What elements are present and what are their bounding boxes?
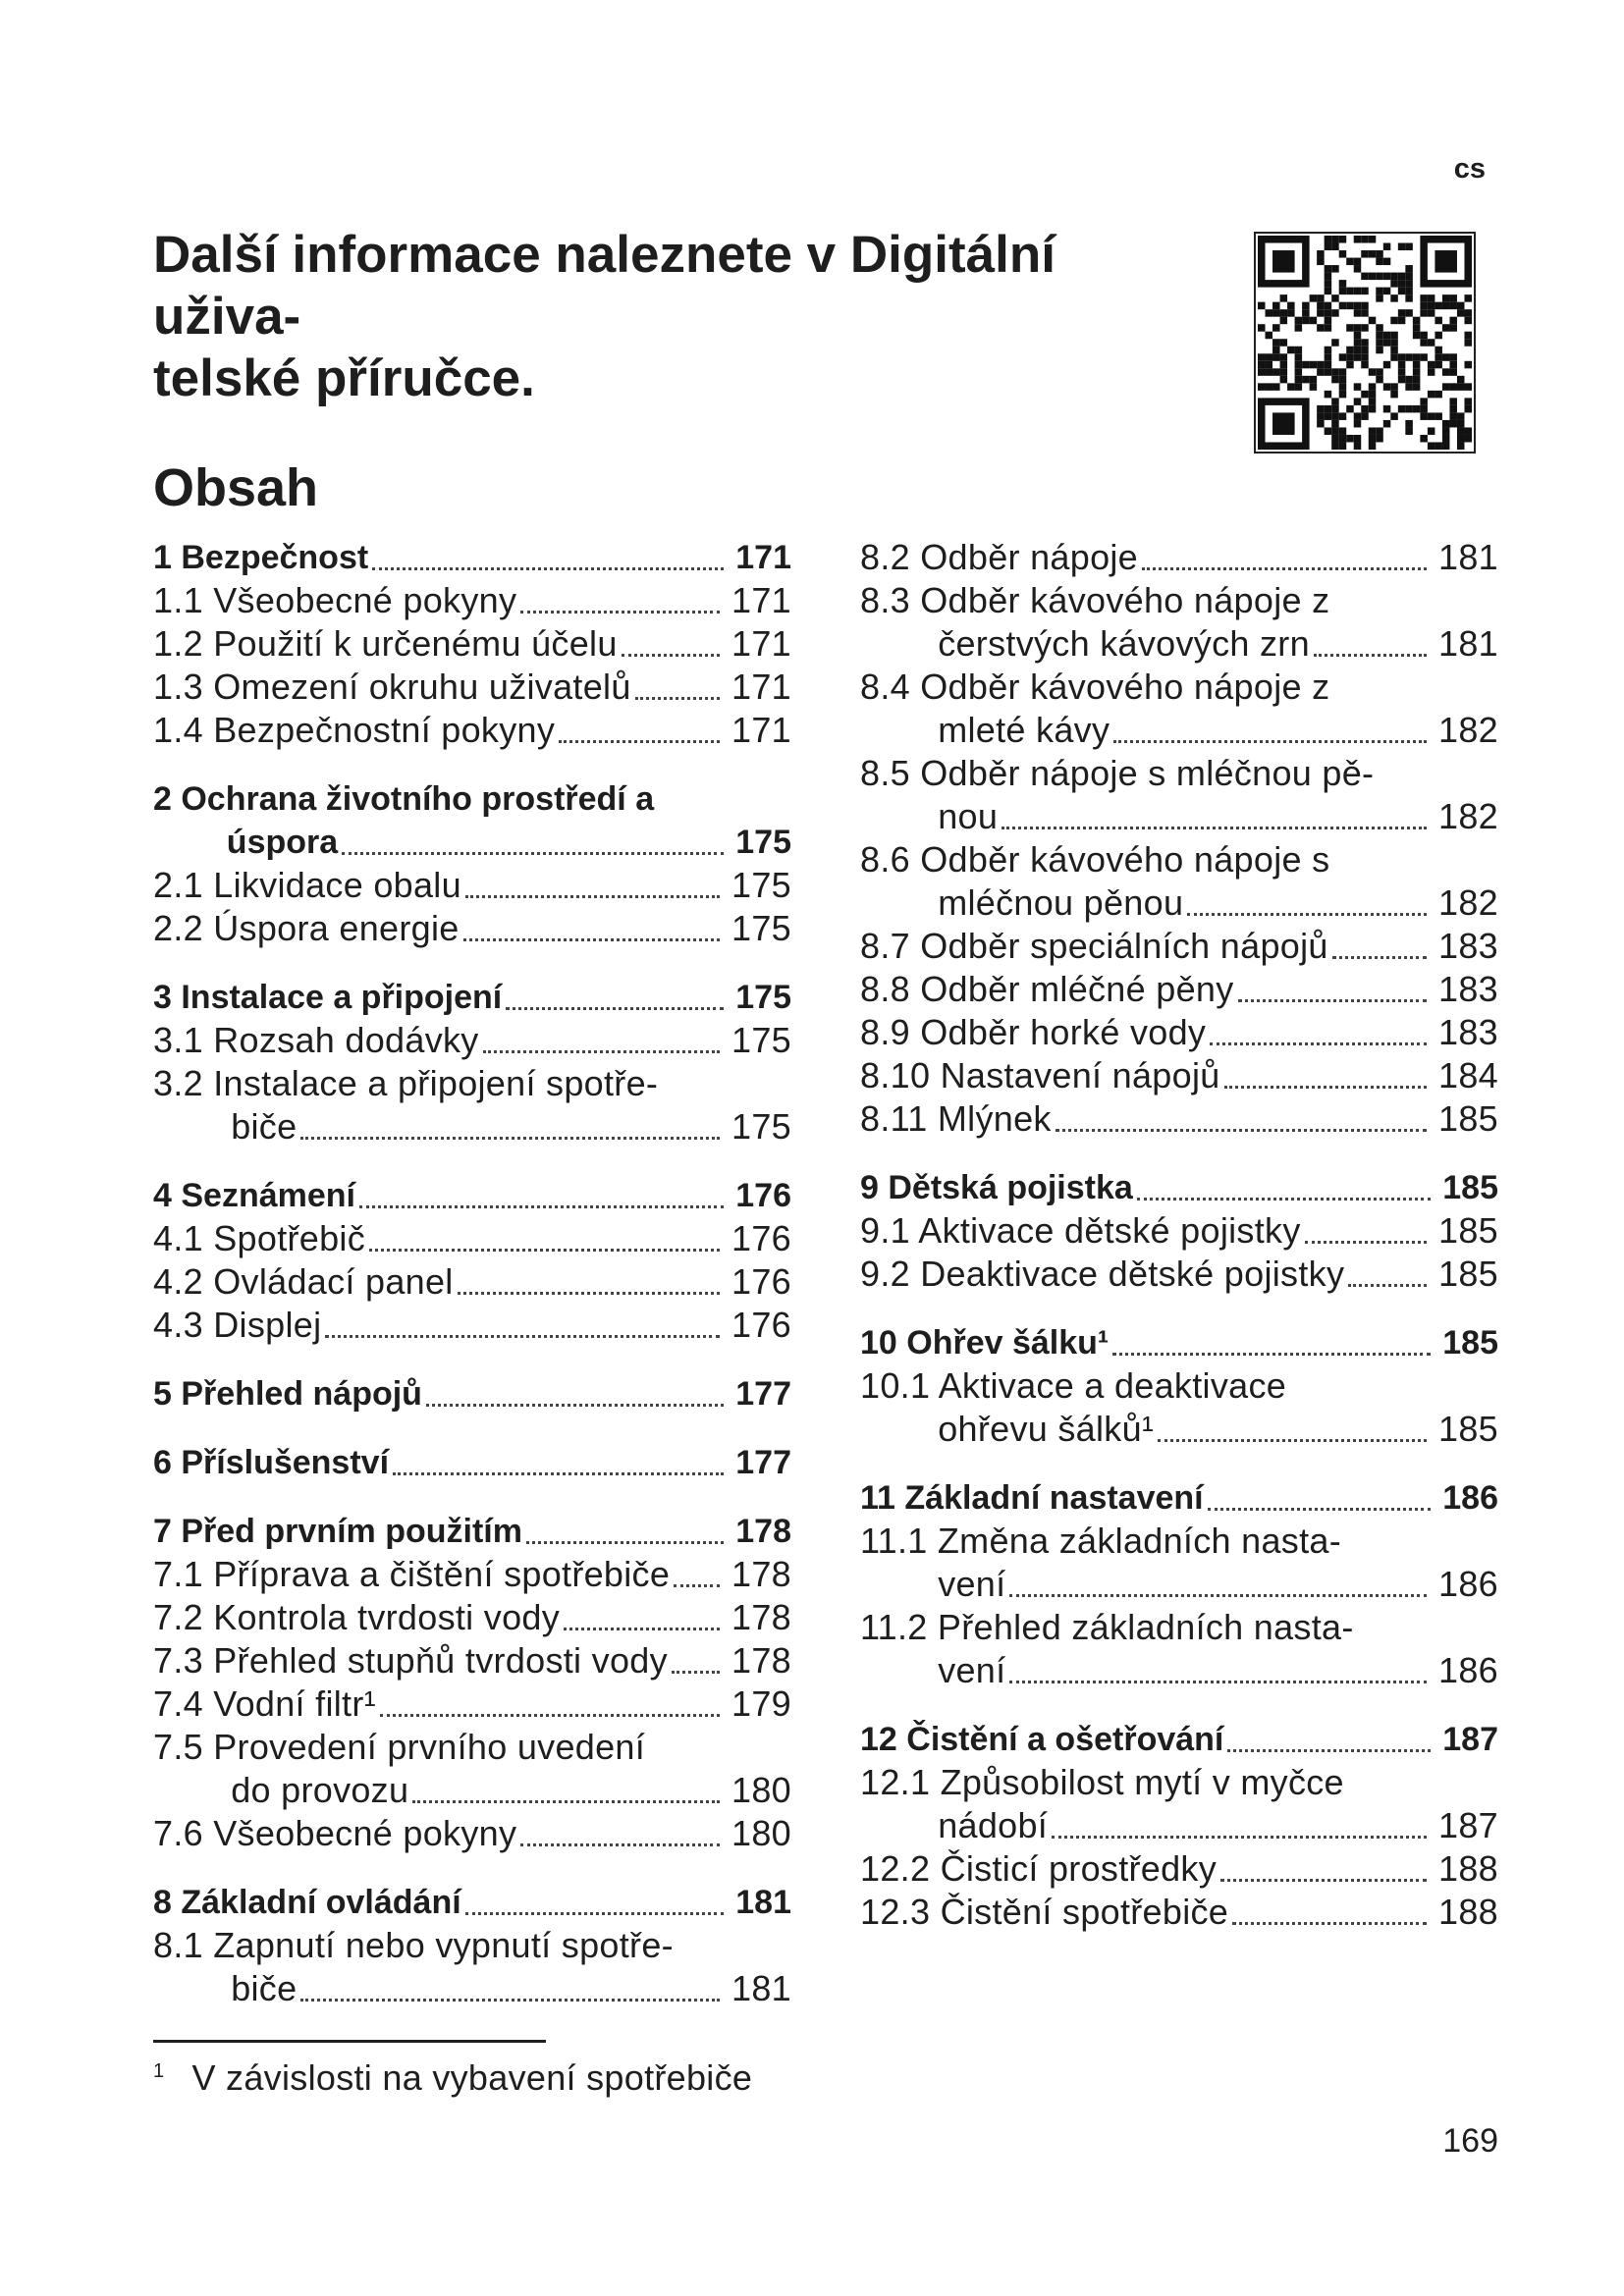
footnote — [153, 2057, 752, 2099]
toc-leader-dots — [1208, 1508, 1432, 1511]
toc-entry-label: 9 Dětská pojistka — [860, 1169, 1133, 1206]
toc-leader-dots — [635, 697, 720, 700]
toc-chapter-heading[interactable] — [153, 777, 791, 864]
toc-leader-dots — [1220, 1879, 1427, 1882]
toc-entry-label: 7 Před prvním použitím — [153, 1513, 522, 1550]
toc-chapter — [153, 536, 791, 752]
toc-entry-page: 175 — [722, 1105, 791, 1148]
toc-leader-dots — [520, 1843, 720, 1846]
toc-entry-label: 4.1 Spotřebič — [153, 1218, 366, 1258]
toc-chapter — [153, 1510, 791, 1855]
toc-entry-page: 181 — [1429, 536, 1498, 579]
toc-leader-dots — [1001, 827, 1427, 829]
toc-left-column — [153, 536, 791, 2036]
toc-entry[interactable] — [860, 752, 1498, 838]
toc-entry-label: 9.1 Aktivace dětské pojistky — [860, 1210, 1301, 1251]
toc-entry-page: 180 — [722, 1812, 791, 1855]
toc-chapter-heading[interactable] — [153, 1881, 791, 1924]
toc-leader-dots — [1238, 999, 1428, 1002]
toc-entry-label: 3.1 Rozsah dodávky — [153, 1020, 479, 1060]
toc-entry[interactable] — [860, 1054, 1498, 1097]
toc-entry[interactable] — [153, 907, 791, 950]
toc-entry-page: 185 — [1433, 1166, 1498, 1209]
toc-entry-page: 185 — [1429, 1253, 1498, 1296]
toc-entry-page: 182 — [1429, 881, 1498, 925]
toc-entry[interactable] — [860, 1891, 1498, 1934]
toc-entry[interactable] — [860, 1606, 1498, 1692]
toc-entry-label: 1.1 Všeobecné pokyny — [153, 580, 517, 620]
toc-entry[interactable] — [153, 1062, 791, 1148]
toc-leader-dots — [674, 1584, 720, 1587]
toc-leader-dots — [1305, 1241, 1427, 1244]
footnote-rule — [153, 2040, 546, 2043]
toc-entry-label: 8 Základní ovládání — [153, 1884, 461, 1921]
toc-entry[interactable] — [860, 1253, 1498, 1296]
toc-entry-page: 187 — [1433, 1718, 1498, 1761]
toc-entry-page: 183 — [1429, 968, 1498, 1011]
footnote-text: V závislosti na vybavení spotřebiče — [191, 2057, 753, 2098]
toc-entry-page: 175 — [722, 907, 791, 950]
toc-leader-dots — [1210, 1042, 1427, 1045]
toc-entry-page: 178 — [722, 1639, 791, 1682]
toc-entry-page: 182 — [1429, 795, 1498, 838]
toc-entry-label: 9.2 Deaktivace dětské pojistky — [860, 1254, 1345, 1294]
toc-entry[interactable] — [153, 666, 791, 709]
toc-entry-label: 8.10 Nastavení nápojů — [860, 1055, 1220, 1095]
toc-leader-dots — [1137, 1198, 1431, 1201]
toc-leader-dots — [458, 1292, 720, 1295]
toc-entry-label: 8.8 Odběr mléčné pěny — [860, 969, 1234, 1009]
toc-entry-label: 2 Ochrana životního prostředí a úspora — [153, 780, 655, 861]
toc-chapter — [153, 777, 791, 950]
toc-leader-dots — [1142, 567, 1427, 570]
toc-entry-label: 11.2 Přehled základních nasta- vení — [860, 1607, 1354, 1690]
toc-leader-dots — [1348, 1284, 1427, 1287]
toc-leader-dots — [526, 1541, 724, 1544]
toc-entry-page: 171 — [722, 622, 791, 666]
toc-entry-page: 177 — [726, 1372, 791, 1415]
toc-entry[interactable] — [860, 1011, 1498, 1054]
toc-entry[interactable] — [860, 838, 1498, 925]
toc-entry-page: 171 — [722, 709, 791, 752]
toc-entry-page: 183 — [1429, 925, 1498, 968]
toc-entry-label: 11 Základní nastavení — [860, 1479, 1204, 1517]
toc-entry-page: 186 — [1429, 1649, 1498, 1692]
toc-leader-dots — [1009, 1594, 1427, 1597]
toc-entry-page: 185 — [1433, 1321, 1498, 1364]
toc-leader-dots — [506, 1007, 724, 1010]
toc-leader-dots — [1056, 1129, 1427, 1132]
toc-title: Obsah — [153, 458, 319, 517]
toc-chapter — [860, 1321, 1498, 1451]
toc-entry[interactable] — [860, 925, 1498, 968]
toc-entry-page: 176 — [722, 1304, 791, 1347]
toc-entry-page: 182 — [1429, 709, 1498, 752]
toc-entry-label: 2.1 Likvidace obalu — [153, 865, 461, 905]
toc-entry[interactable] — [153, 1812, 791, 1855]
toc-entry-page: 178 — [722, 1553, 791, 1596]
toc-entry-label: 4 Seznámení — [153, 1177, 355, 1214]
toc-entry-label: 11.1 Změna základních nasta- vení — [860, 1521, 1342, 1604]
toc-entry-label: 7.2 Kontrola tvrdosti vody — [153, 1597, 561, 1637]
toc-leader-dots — [1232, 1922, 1427, 1925]
toc-leader-dots — [393, 1472, 724, 1475]
toc-entry-page: 175 — [722, 1019, 791, 1062]
toc-entry[interactable] — [860, 1520, 1498, 1606]
toc-entry-page: 171 — [722, 666, 791, 709]
toc-leader-dots — [1113, 740, 1427, 743]
toc-entry-page: 185 — [1429, 1408, 1498, 1451]
toc-leader-dots — [325, 1335, 720, 1338]
toc-right-column — [860, 536, 1498, 1959]
toc-entry[interactable] — [153, 1639, 791, 1682]
toc-entry-page: 176 — [726, 1174, 791, 1217]
toc-entry[interactable] — [153, 709, 791, 752]
toc-entry-label: 7.3 Přehled stupňů tvrdosti vody — [153, 1640, 668, 1681]
toc-entry-label: 2.2 Úspora energie — [153, 908, 460, 948]
headline: Další informace naleznete v Digitální uživa- telské příručce. — [153, 226, 1056, 407]
toc-entry[interactable] — [860, 1847, 1498, 1891]
toc-entry-label: 8.1 Zapnutí nebo vypnutí spotře- biče — [153, 1925, 674, 2008]
toc-entry-page: 181 — [722, 1967, 791, 2010]
toc-entry-label: 3.2 Instalace a připojení spotře- biče — [153, 1063, 659, 1147]
toc-entry[interactable] — [153, 1217, 791, 1260]
toc-chapter-heading[interactable] — [153, 976, 791, 1019]
toc-chapter — [153, 1372, 791, 1415]
toc-entry-page: 180 — [722, 1769, 791, 1812]
toc-leader-dots — [1052, 1836, 1427, 1839]
toc-entry[interactable] — [153, 1304, 791, 1347]
footnote-mark: 1 — [153, 2060, 165, 2082]
toc-entry-label: 1.4 Bezpečnostní pokyny — [153, 710, 556, 750]
toc-entry[interactable] — [860, 1209, 1498, 1253]
toc-entry-label: 10 Ohřev šálku¹ — [860, 1324, 1110, 1362]
toc-entry[interactable] — [153, 1726, 791, 1812]
toc-leader-dots — [426, 1404, 724, 1407]
toc-entry[interactable] — [153, 579, 791, 622]
toc-entry[interactable] — [153, 1682, 791, 1726]
toc-leader-dots — [369, 1249, 720, 1252]
toc-entry-page: 179 — [722, 1682, 791, 1726]
toc-entry-page: 171 — [726, 536, 791, 579]
toc-entry[interactable] — [153, 1019, 791, 1062]
toc-leader-dots — [300, 1137, 720, 1140]
toc-entry-page: 175 — [726, 976, 791, 1019]
toc-chapter — [860, 536, 1498, 1141]
toc-entry-page: 175 — [726, 821, 791, 864]
toc-leader-dots — [564, 1628, 720, 1630]
toc-entry-page: 171 — [722, 579, 791, 622]
toc-entry-page: 185 — [1429, 1097, 1498, 1141]
toc-entry-page: 188 — [1429, 1891, 1498, 1934]
toc-entry-page: 181 — [1429, 622, 1498, 666]
toc-leader-dots — [342, 852, 724, 855]
toc-chapter — [860, 1166, 1498, 1296]
toc-chapter-heading[interactable] — [860, 1718, 1498, 1761]
toc-chapter-heading[interactable] — [153, 1441, 791, 1484]
toc-entry-label: 12.1 Způsobilost mytí v myčce nádobí — [860, 1762, 1344, 1845]
toc-entry-page: 187 — [1429, 1804, 1498, 1847]
toc-entry[interactable] — [153, 1553, 791, 1596]
toc-entry-page: 176 — [722, 1217, 791, 1260]
toc-leader-dots — [465, 895, 720, 898]
toc-chapter-heading[interactable] — [860, 1321, 1498, 1364]
toc-entry[interactable] — [860, 536, 1498, 579]
toc-chapter-heading[interactable] — [860, 1166, 1498, 1209]
toc-leader-dots — [1224, 1086, 1427, 1089]
toc-chapter-heading[interactable] — [153, 1510, 791, 1553]
toc-chapter — [153, 1441, 791, 1484]
toc-entry-page: 186 — [1433, 1476, 1498, 1520]
toc-entry-page: 188 — [1429, 1847, 1498, 1891]
toc-leader-dots — [1009, 1681, 1427, 1683]
toc-leader-dots — [1314, 654, 1427, 657]
toc-entry-label: 3 Instalace a připojení — [153, 979, 503, 1016]
toc-leader-dots — [483, 1050, 720, 1053]
toc-leader-dots — [465, 1912, 725, 1915]
toc-entry[interactable] — [153, 1260, 791, 1304]
toc-entry-label: 8.6 Odběr kávového nápoje s mléčnou pěnou — [860, 839, 1330, 923]
toc-entry-label: 8.2 Odběr nápoje — [860, 537, 1139, 577]
toc-entry-page: 185 — [1429, 1209, 1498, 1253]
toc-entry-label: 12.3 Čistění spotřebiče — [860, 1892, 1229, 1932]
language-code: cs — [1453, 153, 1486, 185]
toc-entry-label: 8.4 Odběr kávového nápoje z mleté kávy — [860, 667, 1330, 750]
toc-entry[interactable] — [153, 1924, 791, 2010]
toc-chapter — [153, 1881, 791, 2010]
toc-entry-label: 6 Příslušenství — [153, 1444, 390, 1481]
toc-entry-page: 176 — [722, 1260, 791, 1304]
toc-entry-label: 12 Čistění a ošetřování — [860, 1721, 1224, 1758]
toc-entry-label: 8.3 Odběr kávového nápoje z čerstvých kávových zrn — [860, 580, 1330, 664]
toc-leader-dots — [380, 1714, 720, 1717]
toc-leader-dots — [1112, 1353, 1431, 1356]
toc-entry-page: 178 — [726, 1510, 791, 1553]
toc-entry[interactable] — [860, 666, 1498, 752]
toc-chapter — [153, 1174, 791, 1347]
toc-entry-label: 8.5 Odběr nápoje s mléčnou pě- nou — [860, 753, 1375, 836]
toc-entry-page: 184 — [1429, 1054, 1498, 1097]
toc-leader-dots — [300, 1999, 720, 2002]
toc-entry-label: 8.11 Mlýnek — [860, 1098, 1052, 1139]
toc-chapter-heading[interactable] — [153, 1372, 791, 1415]
toc-leader-dots — [622, 654, 720, 657]
toc-entry[interactable] — [153, 622, 791, 666]
toc-leader-dots — [372, 567, 724, 570]
toc-leader-dots — [359, 1205, 724, 1208]
toc-entry-label: 7.5 Provedení prvního uvedení do provozu — [153, 1727, 646, 1810]
toc-leader-dots — [412, 1800, 720, 1803]
toc-entry[interactable] — [860, 1761, 1498, 1847]
toc-entry-label: 4.2 Ovládací panel — [153, 1261, 454, 1302]
toc-entry-label: 7.4 Vodní filtr¹ — [153, 1683, 376, 1724]
toc-entry[interactable] — [860, 579, 1498, 666]
toc-entry-page: 181 — [726, 1881, 791, 1924]
toc-entry-page: 178 — [722, 1596, 791, 1639]
toc-entry-label: 12.2 Čisticí prostředky — [860, 1848, 1218, 1889]
toc-leader-dots — [1158, 1439, 1427, 1442]
page-number: 169 — [1442, 2122, 1498, 2160]
toc-leader-dots — [463, 938, 720, 941]
toc-chapter-heading[interactable] — [860, 1476, 1498, 1520]
toc-entry-label: 1.2 Použití k určenému účelu — [153, 623, 618, 664]
toc-entry[interactable] — [860, 1097, 1498, 1141]
toc-chapter-heading[interactable] — [153, 1174, 791, 1217]
toc-entry-page: 175 — [722, 864, 791, 907]
toc-entry[interactable] — [860, 1364, 1498, 1451]
toc-leader-dots — [1187, 913, 1427, 916]
toc-leader-dots — [559, 740, 720, 743]
toc-entry-label: 8.9 Odběr horké vody — [860, 1012, 1207, 1052]
toc-leader-dots — [672, 1671, 720, 1674]
toc-entry-page: 183 — [1429, 1011, 1498, 1054]
toc-chapter — [153, 976, 791, 1148]
toc-leader-dots — [1227, 1749, 1431, 1752]
toc-leader-dots — [520, 611, 720, 614]
toc-entry-label: 7.1 Příprava a čištění spotřebiče — [153, 1554, 671, 1594]
toc-entry-page: 177 — [726, 1441, 791, 1484]
toc-entry-label: 4.3 Displej — [153, 1305, 322, 1345]
toc-chapter-heading[interactable] — [153, 536, 791, 579]
toc-chapter — [860, 1718, 1498, 1934]
toc-entry-label: 8.7 Odběr speciálních nápojů — [860, 926, 1328, 966]
toc-entry[interactable] — [860, 968, 1498, 1011]
toc-entry-label: 5 Přehled nápojů — [153, 1375, 422, 1413]
toc-entry-label: 10.1 Aktivace a deaktivace ohřevu šálků¹ — [860, 1365, 1287, 1449]
toc-entry[interactable] — [153, 1596, 791, 1639]
toc-entry-page: 186 — [1429, 1563, 1498, 1606]
qr-code[interactable] — [1254, 232, 1476, 454]
toc-entry-label: 1.3 Omezení okruhu uživatelů — [153, 667, 631, 707]
toc-chapter — [860, 1476, 1498, 1692]
toc-entry-label: 7.6 Všeobecné pokyny — [153, 1813, 517, 1853]
toc-leader-dots — [1332, 956, 1427, 959]
toc-entry[interactable] — [153, 864, 791, 907]
toc-entry-label: 1 Bezpečnost — [153, 539, 369, 576]
